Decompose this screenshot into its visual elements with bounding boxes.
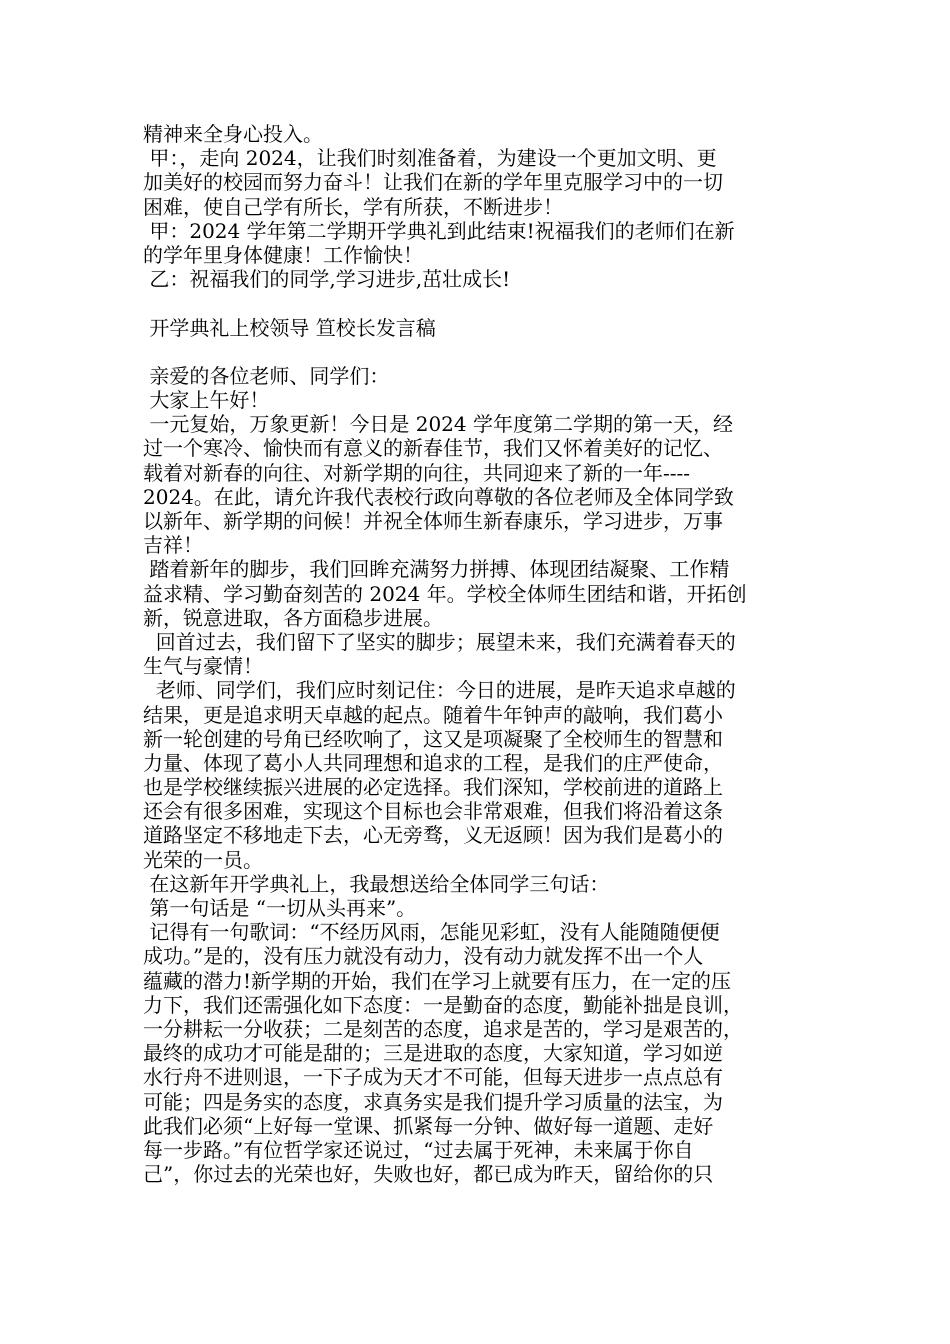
text-line: 甲：2024 学年第二学期开学典礼到此结束!祝福我们的老师们在新 [143, 218, 735, 243]
text-line: 道路坚定不移地走下去，心无旁骛，义无返顾！因为我们是葛小的 [143, 823, 723, 848]
text-line: 水行舟不进则退，一下子成为天才不可能，但每天进步一点点总有 [143, 1065, 723, 1090]
text-line: 载着对新春的向往、对新学期的向往，共同迎来了新的一年---- [143, 460, 691, 485]
text-line: 以新年、新学期的问候！并祝全体师生新春康乐，学习进步，万事 [143, 509, 723, 533]
blank-line [143, 291, 813, 315]
text-line: 每一步路。”有位哲学家还说过，“过去属于死神，未来属于你自 [143, 1137, 694, 1162]
text-line: 回首过去，我们留下了坚实的脚步；展望未来，我们充满着春天的 [143, 629, 736, 654]
text-line: 力下，我们还需强化如下态度：一是勤奋的态度，勤能补拙是良训， [143, 992, 743, 1017]
blank-line [143, 340, 813, 364]
document-body [143, 122, 813, 1186]
text-line: 最终的成功才可能是甜的；三是进取的态度，大家知道，学习如逆 [143, 1041, 723, 1066]
closing-remarks-section [143, 122, 813, 291]
text-line: 大家上午好！ [143, 388, 270, 413]
text-line: 在这新年开学典礼上，我最想送给全体同学三句话： [143, 871, 610, 896]
text-line: 的学年里身体健康！工作愉快！ [143, 242, 423, 267]
speech-title: 开学典礼上校领导 笪校长发言稿 [143, 315, 436, 340]
text-line: 2024。在此，请允许我代表校行政向尊敬的各位老师及全体同学致 [143, 484, 734, 509]
text-line: 过一个寒冷、愉快而有意义的新春佳节，我们又怀着美好的记忆、 [143, 436, 723, 461]
text-line: 可能；四是务实的态度，求真务实是我们提升学习质量的法宝，为 [143, 1089, 723, 1114]
text-line: 记得有一句歌词：“不经历风雨，怎能见彩虹，没有人能随随便便 [143, 920, 720, 945]
text-line: 己”，你过去的光荣也好，失败也好，都已成为昨天，留给你的只 [143, 1162, 714, 1187]
text-line: 精神来全身心投入。 [143, 122, 323, 146]
text-line: 结果，更是追求明天卓越的起点。随着牛年钟声的敲响，我们葛小 [143, 702, 723, 727]
text-line: 老师、同学们，我们应时刻记住：今日的进展，是昨天追求卓越的 [143, 678, 736, 703]
text-line: 益求精、学习勤奋刻苦的 2024 年。学校全体师生团结和谐，开拓创 [143, 581, 747, 606]
text-line: 也是学校继续振兴进展的必定选择。我们深知，学校前进的道路上 [143, 775, 723, 800]
text-line: 困难，使自己学有所长，学有所获，不断进步！ [143, 194, 563, 219]
text-line: 踏着新年的脚步，我们回眸充满努力拼搏、体现团结凝聚、工作精 [143, 557, 730, 582]
text-line: 加美好的校园而努力奋斗！让我们在新的学年里克服学习中的一切 [143, 170, 723, 195]
text-line: 一元复始，万象更新！今日是 2024 学年度第二学期的第一天，经 [143, 412, 733, 437]
principal-speech-section [143, 364, 813, 1186]
text-line: 生气与豪情！ [143, 654, 263, 679]
text-line: 一分耕耘一分收获；二是刻苦的态度，追求是苦的，学习是艰苦的， [143, 1016, 743, 1041]
text-line: 乙：祝福我们的同学,学习进步,茁壮成长! [143, 267, 511, 292]
text-line: 甲：，走向 2024，让我们时刻准备着，为建设一个更加文明、更 [143, 146, 717, 171]
text-line: 成功。”是的，没有压力就没有动力，没有动力就发挥不出一个人 [143, 944, 704, 969]
text-line: 新，锐意进取，各方面稳步进展。 [143, 605, 443, 630]
text-line: 第一句话是 “一切从头再来”。 [143, 896, 417, 920]
text-line: 此我们必须“上好每一堂课、抓紧每一分钟、做好每一道题、走好 [143, 1113, 714, 1138]
text-line: 亲爱的各位老师、同学们： [143, 363, 390, 388]
text-line: 光荣的一员。 [143, 847, 263, 872]
text-line: 吉祥！ [143, 533, 203, 558]
text-line: 新一轮创建的号角已经吹响了，这又是项凝聚了全校师生的智慧和 [143, 726, 723, 751]
text-line: 力量、体现了葛小人共同理想和追求的工程，是我们的庄严使命， [143, 750, 723, 775]
text-line: 还会有很多困难，实现这个目标也会非常艰难，但我们将沿着这条 [143, 799, 723, 824]
text-line: 蕴藏的潜力!新学期的开始，我们在学习上就要有压力，在一定的压 [143, 968, 732, 993]
